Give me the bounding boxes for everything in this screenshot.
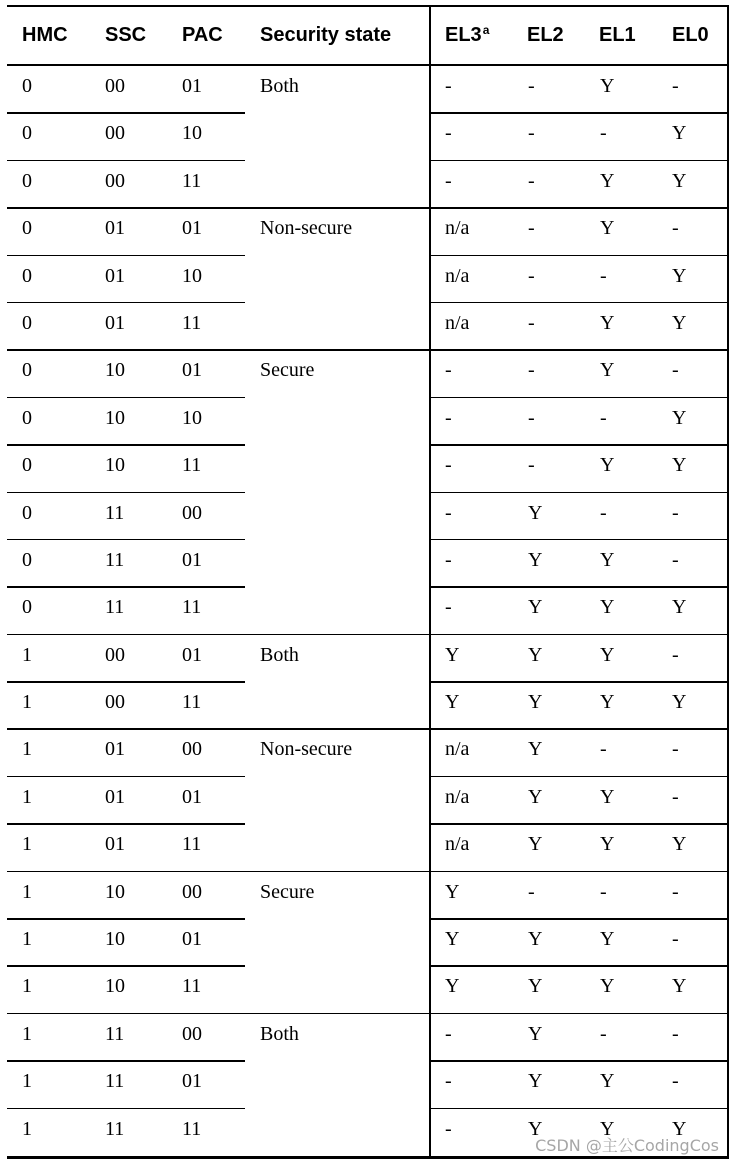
row-divider — [7, 586, 245, 588]
cell-el2: - — [528, 880, 535, 903]
table-right-border — [727, 7, 729, 64]
cell-hmc: 1 — [22, 691, 32, 714]
table-row — [7, 398, 729, 445]
cell-el1: Y — [600, 785, 615, 808]
row-divider — [7, 539, 245, 541]
cell-el0: Y — [672, 691, 687, 714]
cell-el0: - — [672, 548, 679, 571]
cell-el0: Y — [672, 596, 687, 619]
row-divider — [430, 871, 729, 873]
row-divider — [430, 586, 729, 588]
cell-hmc: 0 — [22, 75, 32, 97]
cell-el2: - — [528, 217, 535, 240]
cell-sec: Secure — [260, 880, 315, 903]
cell-el3: - — [445, 548, 452, 571]
cell-el1: Y — [600, 1070, 615, 1093]
cell-el0: - — [672, 1022, 679, 1045]
cell-el1: - — [600, 880, 607, 903]
cell-el3: n/a — [445, 311, 470, 334]
row-divider — [7, 823, 245, 825]
cell-ssc: 10 — [105, 880, 125, 903]
row-divider — [430, 397, 729, 399]
cell-ssc: 00 — [105, 122, 125, 145]
cell-el2: Y — [528, 1117, 543, 1140]
row-divider — [7, 1108, 245, 1110]
cell-el2: Y — [528, 596, 543, 619]
cell-el3: n/a — [445, 785, 470, 808]
cell-el1: Y — [600, 833, 615, 856]
cell-el0: - — [672, 217, 679, 240]
cell-el2: Y — [528, 928, 543, 951]
header-ssc: SSC — [105, 24, 147, 46]
cell-hmc: 1 — [22, 928, 32, 951]
cell-ssc: 00 — [105, 691, 125, 714]
table-row — [7, 729, 729, 776]
cell-el3: - — [445, 122, 452, 145]
cell-ssc: 01 — [105, 217, 125, 240]
cell-pac: 00 — [182, 738, 202, 761]
table-row — [7, 161, 729, 208]
cell-hmc: 0 — [22, 501, 32, 524]
cell-el2: Y — [528, 501, 543, 524]
cell-pac: 00 — [182, 501, 202, 524]
cell-el0: Y — [672, 1117, 687, 1140]
cell-el2: - — [528, 75, 535, 97]
header-security-state: Security state — [260, 24, 392, 46]
cell-ssc: 00 — [105, 643, 125, 666]
cell-el3: - — [445, 359, 452, 382]
row-divider — [430, 965, 729, 967]
cell-el2: Y — [528, 1070, 543, 1093]
table-row — [7, 208, 729, 255]
table-row — [7, 445, 729, 492]
table-row — [7, 919, 729, 966]
row-divider — [430, 634, 729, 636]
row-divider — [430, 160, 729, 162]
row-divider — [7, 776, 245, 778]
cell-el0: Y — [672, 122, 687, 145]
cell-hmc: 0 — [22, 264, 32, 287]
cell-el2: - — [528, 264, 535, 287]
cell-el1: Y — [600, 217, 615, 240]
cell-hmc: 1 — [22, 785, 32, 808]
cell-el1: Y — [600, 454, 615, 477]
table-row — [7, 256, 729, 303]
hmc-ssc-pac-table — [7, 5, 729, 1159]
cell-el1: Y — [600, 596, 615, 619]
cell-el1: Y — [600, 359, 615, 382]
cell-ssc: 11 — [105, 548, 125, 571]
cell-el1: - — [600, 1022, 607, 1045]
cell-ssc: 11 — [105, 596, 125, 619]
cell-el3: - — [445, 169, 452, 192]
cell-pac: 11 — [182, 169, 202, 192]
cell-el3: Y — [445, 691, 460, 714]
header-el3-label: EL3 — [445, 24, 482, 46]
row-divider — [430, 823, 729, 825]
cell-ssc: 10 — [105, 454, 125, 477]
header-el0: EL0 — [672, 24, 709, 46]
row-divider — [7, 634, 430, 636]
cell-hmc: 1 — [22, 1022, 32, 1045]
cell-pac: 00 — [182, 880, 202, 903]
row-divider — [430, 255, 729, 257]
cell-hmc: 1 — [22, 880, 32, 903]
cell-hmc: 1 — [22, 643, 32, 666]
table-row — [7, 824, 729, 871]
cell-ssc: 11 — [105, 501, 125, 524]
row-divider — [430, 349, 729, 351]
row-divider — [430, 207, 729, 209]
row-divider — [430, 302, 729, 304]
cell-el0: Y — [672, 975, 687, 998]
cell-el1: - — [600, 738, 607, 761]
cell-hmc: 1 — [22, 1070, 32, 1093]
cell-el1: Y — [600, 643, 615, 666]
cell-hmc: 0 — [22, 217, 32, 240]
column-divider — [429, 7, 431, 64]
row-divider — [430, 918, 729, 920]
header-pac: PAC — [182, 24, 223, 46]
row-divider — [7, 1060, 245, 1062]
cell-el2: Y — [528, 643, 543, 666]
cell-ssc: 01 — [105, 833, 125, 856]
cell-pac: 11 — [182, 975, 202, 998]
cell-el0: - — [672, 880, 679, 903]
cell-ssc: 11 — [105, 1117, 125, 1140]
cell-el0: - — [672, 643, 679, 666]
cell-el1: Y — [600, 311, 615, 334]
cell-pac: 11 — [182, 833, 202, 856]
cell-hmc: 0 — [22, 122, 32, 145]
row-divider — [7, 397, 245, 399]
table-row — [7, 303, 729, 350]
row-divider — [430, 728, 729, 730]
cell-hmc: 0 — [22, 548, 32, 571]
cell-pac: 01 — [182, 643, 202, 666]
cell-hmc: 0 — [22, 359, 32, 382]
row-divider — [7, 918, 245, 920]
cell-el2: Y — [528, 1022, 543, 1045]
cell-pac: 11 — [182, 691, 202, 714]
cell-el1: - — [600, 501, 607, 524]
cell-pac: 11 — [182, 311, 202, 334]
cell-el3: n/a — [445, 217, 470, 240]
row-divider — [430, 776, 729, 778]
table-row — [7, 587, 729, 634]
cell-el2: Y — [528, 548, 543, 571]
cell-el0: Y — [672, 264, 687, 287]
cell-el1: Y — [600, 548, 615, 571]
cell-el0: - — [672, 785, 679, 808]
cell-el3: n/a — [445, 833, 470, 856]
cell-el3: Y — [445, 643, 460, 666]
cell-hmc: 0 — [22, 596, 32, 619]
cell-el0: - — [672, 738, 679, 761]
row-divider — [7, 302, 245, 304]
cell-el3: - — [445, 501, 452, 524]
header-el1: EL1 — [599, 24, 636, 46]
cell-pac: 10 — [182, 122, 202, 145]
cell-el0: - — [672, 928, 679, 951]
cell-hmc: 0 — [22, 169, 32, 192]
table-row — [7, 66, 729, 113]
cell-hmc: 1 — [22, 738, 32, 761]
cell-el2: - — [528, 454, 535, 477]
cell-el0: - — [672, 75, 679, 97]
cell-el2: - — [528, 406, 535, 429]
table-row — [7, 113, 729, 160]
table-header-row — [7, 7, 729, 66]
cell-el2: Y — [528, 785, 543, 808]
cell-pac: 01 — [182, 217, 202, 240]
row-divider — [7, 871, 430, 873]
cell-ssc: 10 — [105, 406, 125, 429]
row-divider — [7, 965, 245, 967]
cell-el3: - — [445, 406, 452, 429]
row-divider — [430, 492, 729, 494]
row-divider — [7, 681, 245, 683]
cell-el3: - — [445, 596, 452, 619]
cell-el0: Y — [672, 311, 687, 334]
cell-ssc: 00 — [105, 75, 125, 97]
table-row — [7, 350, 729, 397]
cell-el3: - — [445, 75, 452, 97]
cell-ssc: 10 — [105, 975, 125, 998]
row-divider — [7, 112, 245, 114]
cell-ssc: 01 — [105, 738, 125, 761]
cell-el1: Y — [600, 928, 615, 951]
cell-sec: Non-secure — [260, 217, 353, 240]
cell-el2: - — [528, 311, 535, 334]
table-row — [7, 966, 729, 1013]
cell-hmc: 1 — [22, 833, 32, 856]
table-row — [7, 1061, 729, 1108]
header-el3 — [445, 7, 489, 64]
cell-hmc: 1 — [22, 975, 32, 998]
cell-el0: - — [672, 359, 679, 382]
cell-el1: - — [600, 406, 607, 429]
row-divider — [430, 681, 729, 683]
cell-sec: Secure — [260, 359, 315, 382]
cell-el1: Y — [600, 1117, 615, 1140]
cell-el3: - — [445, 1022, 452, 1045]
cell-el1: Y — [600, 75, 615, 97]
cell-el0: Y — [672, 169, 687, 192]
cell-el1: Y — [600, 691, 615, 714]
cell-sec: Both — [260, 75, 299, 97]
cell-pac: 11 — [182, 596, 202, 619]
cell-el3: n/a — [445, 264, 470, 287]
table-row — [7, 1014, 729, 1061]
cell-hmc: 0 — [22, 311, 32, 334]
footnote-marker: a — [482, 23, 490, 37]
cell-pac: 00 — [182, 1022, 202, 1045]
row-divider — [7, 160, 245, 162]
cell-pac: 01 — [182, 548, 202, 571]
cell-ssc: 10 — [105, 928, 125, 951]
table-row — [7, 540, 729, 587]
header-hmc: HMC — [22, 24, 68, 46]
cell-el1: Y — [600, 975, 615, 998]
cell-ssc: 01 — [105, 785, 125, 808]
header-el2: EL2 — [527, 24, 564, 46]
cell-el2: Y — [528, 833, 543, 856]
cell-ssc: 00 — [105, 169, 125, 192]
cell-el0: Y — [672, 454, 687, 477]
cell-el3: Y — [445, 975, 460, 998]
cell-ssc: 11 — [105, 1022, 125, 1045]
row-divider — [7, 492, 245, 494]
cell-pac: 01 — [182, 928, 202, 951]
row-divider — [430, 1108, 729, 1110]
cell-el2: - — [528, 169, 535, 192]
cell-pac: 11 — [182, 454, 202, 477]
row-divider — [430, 444, 729, 446]
cell-sec: Both — [260, 1022, 299, 1045]
row-divider — [430, 539, 729, 541]
cell-el0: - — [672, 501, 679, 524]
cell-pac: 11 — [182, 1117, 202, 1140]
cell-pac: 01 — [182, 359, 202, 382]
row-divider — [7, 349, 430, 351]
cell-pac: 10 — [182, 406, 202, 429]
cell-el2: Y — [528, 975, 543, 998]
cell-hmc: 0 — [22, 454, 32, 477]
cell-el1: - — [600, 122, 607, 145]
cell-el1: Y — [600, 169, 615, 192]
cell-el3: Y — [445, 928, 460, 951]
cell-el2: - — [528, 122, 535, 145]
row-divider — [430, 112, 729, 114]
row-divider — [7, 728, 430, 730]
cell-el0: Y — [672, 406, 687, 429]
watermark: CSDN @主公CodingCos — [535, 1136, 719, 1155]
cell-el2: Y — [528, 691, 543, 714]
cell-el0: - — [672, 1070, 679, 1093]
row-divider — [430, 1013, 729, 1015]
cell-el3: - — [445, 1117, 452, 1140]
cell-pac: 01 — [182, 75, 202, 97]
cell-el0: Y — [672, 833, 687, 856]
cell-el3: - — [445, 454, 452, 477]
cell-ssc: 11 — [105, 1070, 125, 1093]
cell-hmc: 0 — [22, 406, 32, 429]
cell-sec: Both — [260, 643, 299, 666]
cell-ssc: 10 — [105, 359, 125, 382]
cell-el3: Y — [445, 880, 460, 903]
table-row — [7, 872, 729, 919]
table-row — [7, 777, 729, 824]
table-row — [7, 682, 729, 729]
cell-el1: - — [600, 264, 607, 287]
cell-sec: Non-secure — [260, 738, 353, 761]
table-body — [7, 66, 729, 1156]
table-row — [7, 493, 729, 540]
row-divider — [7, 444, 245, 446]
row-divider — [430, 1060, 729, 1062]
table-row — [7, 635, 729, 682]
row-divider — [7, 207, 430, 209]
cell-hmc: 1 — [22, 1117, 32, 1140]
cell-el3: - — [445, 1070, 452, 1093]
cell-ssc: 01 — [105, 311, 125, 334]
cell-pac: 01 — [182, 1070, 202, 1093]
cell-pac: 01 — [182, 785, 202, 808]
cell-el2: - — [528, 359, 535, 382]
cell-ssc: 01 — [105, 264, 125, 287]
cell-pac: 10 — [182, 264, 202, 287]
cell-el2: Y — [528, 738, 543, 761]
row-divider — [7, 1013, 430, 1015]
row-divider — [7, 255, 245, 257]
cell-el3: n/a — [445, 738, 470, 761]
